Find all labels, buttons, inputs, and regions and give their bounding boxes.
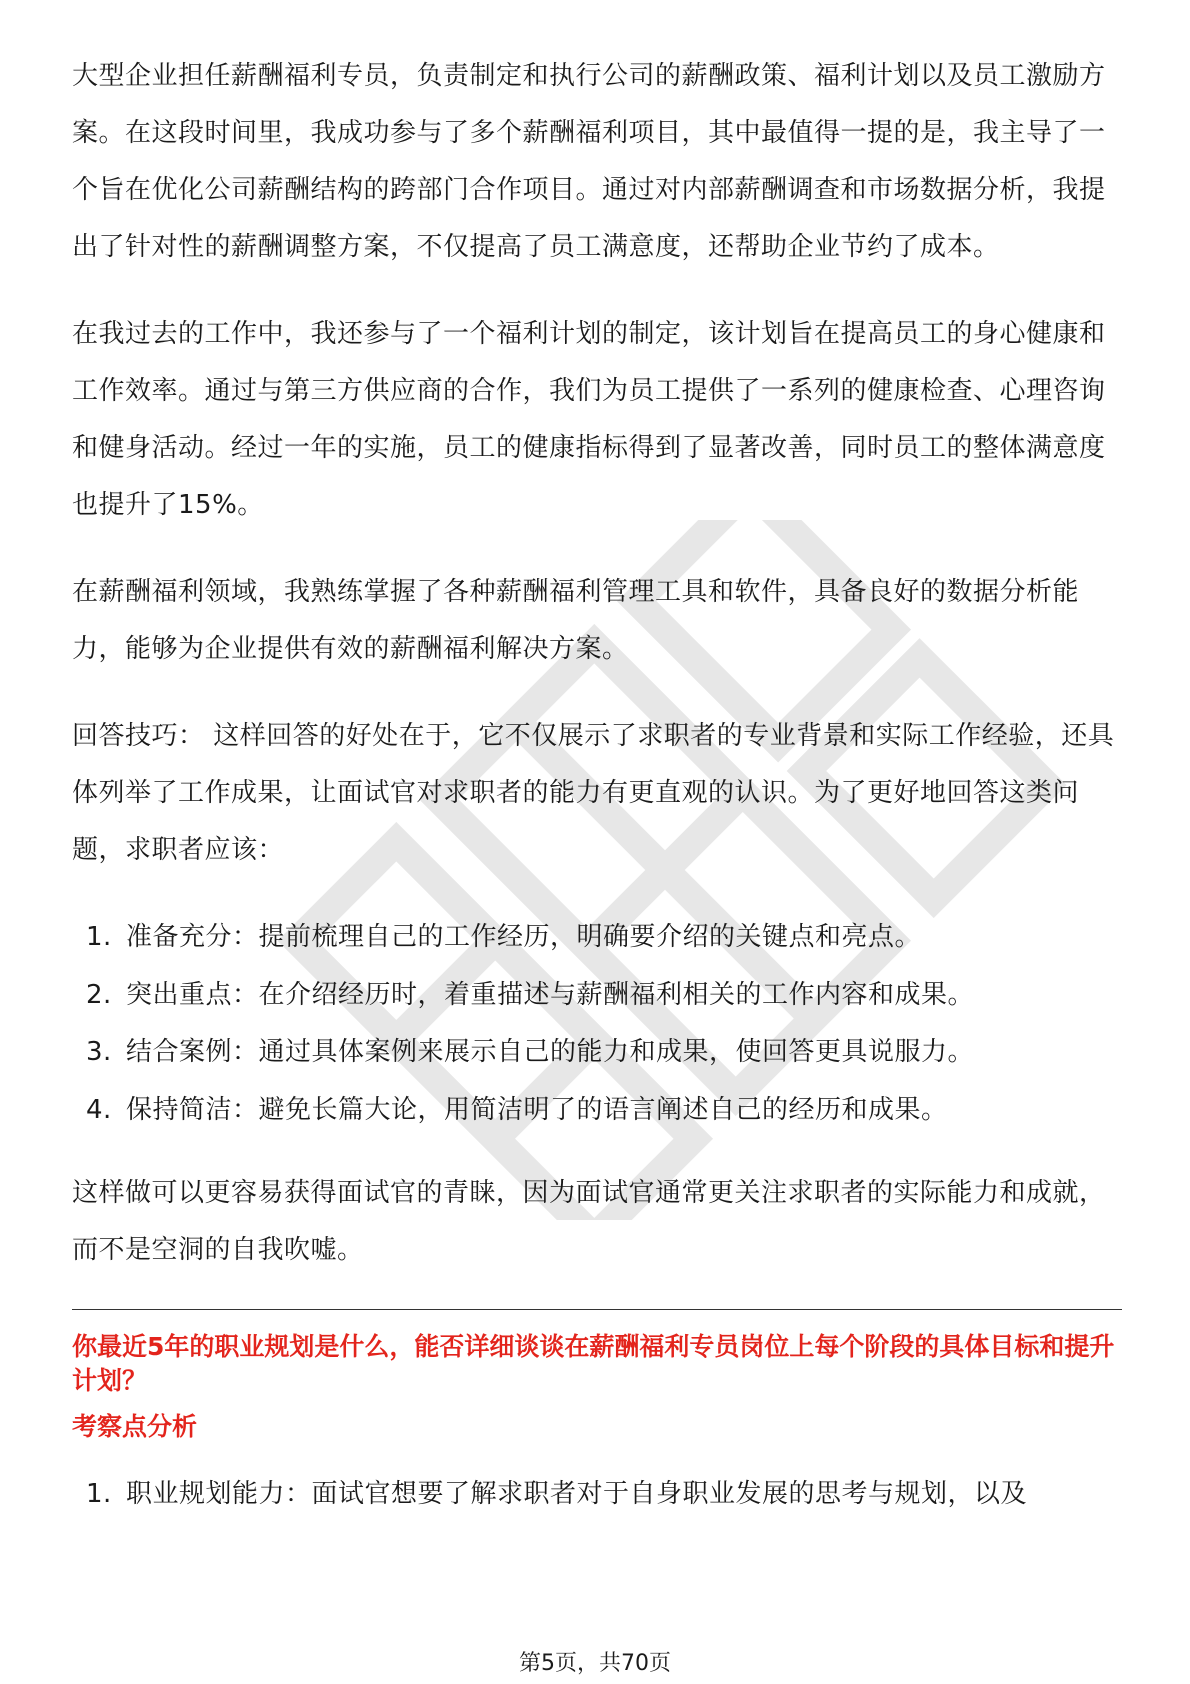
list-item-text: 保持简洁：避免长篇大论，用简洁明了的语言阐述自己的经历和成果。	[126, 1094, 948, 1125]
list-item-text: 准备充分：提前梳理自己的工作经历，明确要介绍的关键点和亮点。	[126, 922, 922, 952]
paragraph-skills: 在薪酬福利领域，我熟练掌握了各种薪酬福利管理工具和软件，具备良好的数据分析能力，能够为企业提供有效的薪酬福利解决方案。	[72, 577, 1080, 664]
paragraph-closing: 这样做可以更容易获得面试官的青睐，因为面试官通常更关注求职者的实际能力和成就，而不是空洞的自我吹嘘。	[72, 1178, 1106, 1265]
analysis-list	[72, 1466, 1122, 1524]
main-content	[72, 48, 1122, 1550]
list-number: 4.	[86, 1094, 112, 1125]
list-item	[72, 1466, 1122, 1524]
interview-question: 你最近5年的职业规划是什么，能否详细谈谈在薪酬福利专员岗位上每个阶段的具体目标和提升计划？	[72, 1332, 1115, 1395]
paragraph-welfare-plan: 在我过去的工作中，我还参与了一个福利计划的制定，该计划旨在提高员工的身心健康和工作效率。通过与第三方供应商的合作，我们为员工提供了一系列的健康检查、心理咨询和健身活动。经过一年的实施，员工的健康指标得到了显著改善，同时员工的整体满意度也提升了15%。	[72, 319, 1106, 520]
list-item-text: 结合案例：通过具体案例来展示自己的能力和成果，使回答更具说服力。	[126, 1037, 975, 1067]
list-item	[72, 909, 1122, 967]
page-footer: 第5页，共70页	[519, 1651, 671, 1676]
paragraph-experience: 大型企业担任薪酬福利专员，负责制定和执行公司的薪酬政策、福利计划以及员工激励方案。在这段时间里，我成功参与了多个薪酬福利项目，其中最值得一提的是，我主导了一个旨在优化公司薪酬结构的跨部门合作项目。通过对内部薪酬调查和市场数据分析，我提出了针对性的薪酬调整方案，不仅提高了员工满意度，还帮助企业节约了成本。	[72, 61, 1106, 262]
list-number: 2.	[86, 979, 112, 1010]
list-item	[72, 1082, 1122, 1140]
list-number: 3.	[86, 1037, 112, 1067]
section-divider	[72, 1309, 1122, 1310]
tips-list	[72, 909, 1122, 1139]
list-number: 1.	[86, 922, 112, 952]
list-item-text: 突出重点：在介绍经历时，着重描述与薪酬福利相关的工作内容和成果。	[126, 979, 975, 1010]
list-item-text: 职业规划能力：面试官想要了解求职者对于自身职业发展的思考与规划，以及	[126, 1479, 1028, 1509]
list-item	[72, 967, 1122, 1025]
section-title: 考察点分析	[72, 1412, 198, 1441]
paragraph-answer-tips: 回答技巧： 这样回答的好处在于，它不仅展示了求职者的专业背景和实际工作经验，还具体列举了工作成果，让面试官对求职者的能力有更直观的认识。为了更好地回答这类问题，求职者应该：	[72, 721, 1115, 865]
list-item	[72, 1024, 1122, 1082]
list-number: 1.	[86, 1479, 112, 1509]
